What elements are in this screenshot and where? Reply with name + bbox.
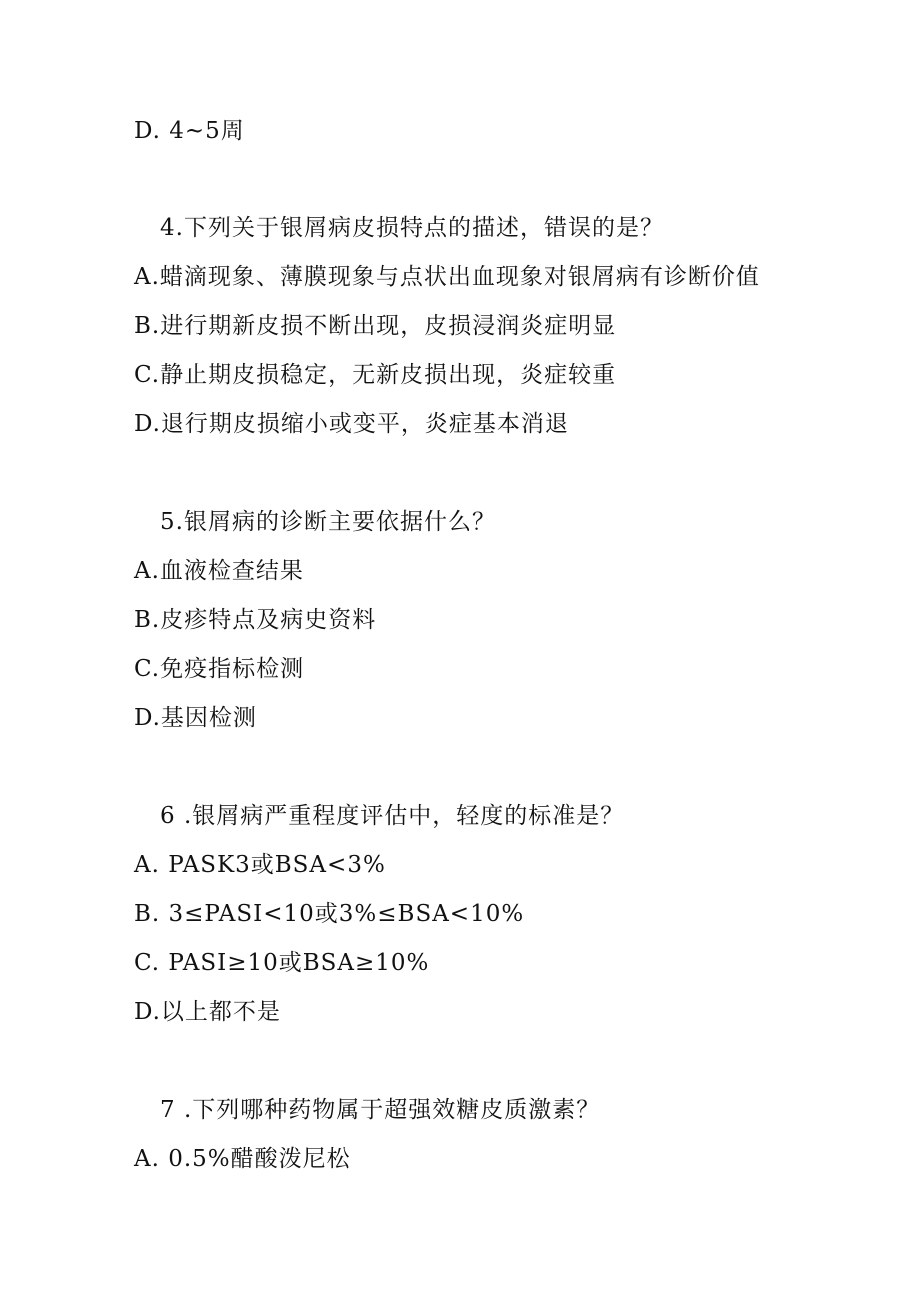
question-5-option-b: B.皮疹特点及病史资料 (134, 607, 377, 633)
question-4-option-d: D.退行期皮损缩小或变平，炎症基本消退 (134, 411, 569, 437)
question-6-option-a: A. PASK3或BSA<3% (134, 852, 386, 878)
prev-question-option-d: D. 4~5周 (134, 118, 245, 144)
question-4-stem: 4.下列关于银屑病皮损特点的描述，错误的是？ (160, 215, 664, 241)
question-4-option-a: A.蜡滴现象、薄膜现象与点状出血现象对银屑病有诊断价值 (134, 264, 760, 290)
question-6-option-d: D.以上都不是 (134, 999, 281, 1025)
question-5-option-d: D.基因检测 (134, 705, 257, 731)
question-4-option-b: B.进行期新皮损不断出现，皮损浸润炎症明显 (134, 313, 617, 339)
question-5-option-a: A.血液检查结果 (134, 558, 304, 584)
question-7-option-a: A. 0.5%醋酸泼尼松 (134, 1146, 351, 1172)
question-5-option-c: C.免疫指标检测 (134, 656, 305, 682)
question-6-option-c: C. PASI≥10或BSA≥10% (134, 950, 430, 976)
question-5-stem: 5.银屑病的诊断主要依据什么？ (160, 509, 496, 535)
question-4-option-c: C.静止期皮损稳定，无新皮损出现，炎症较重 (134, 362, 617, 388)
question-6-stem: 6 .银屑病严重程度评估中，轻度的标准是？ (160, 803, 625, 829)
question-7-stem: 7 .下列哪种药物属于超强效糖皮质激素？ (160, 1097, 601, 1123)
question-6-option-b: B. 3≤PASI<10或3%≤BSA<10% (134, 901, 525, 927)
